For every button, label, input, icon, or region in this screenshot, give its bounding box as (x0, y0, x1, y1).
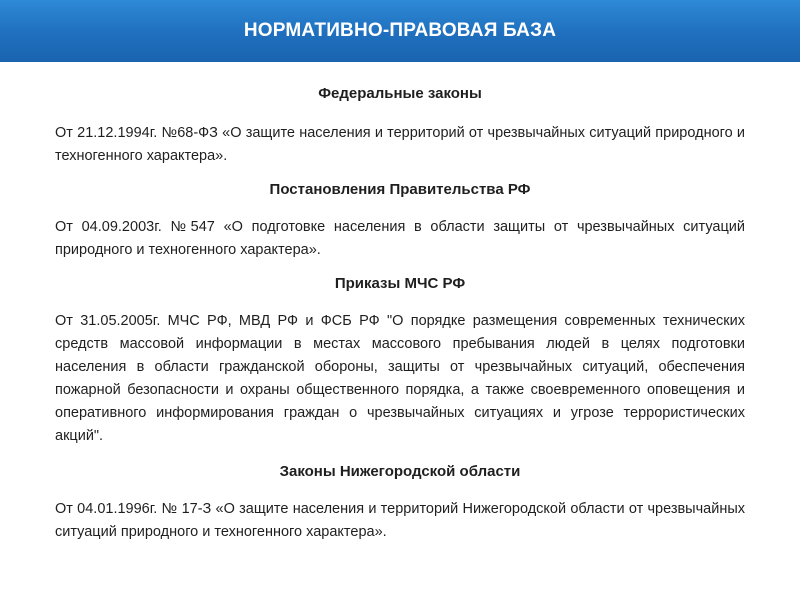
section-text-federal-laws: От 21.12.1994г. №68-ФЗ «О защите населения и территорий от чрезвычайных ситуаций природного и техногенного характера». (55, 125, 745, 164)
section-heading-government-resolutions: Постановления Правительства РФ (269, 181, 531, 198)
document-body (55, 84, 745, 544)
title-banner (0, 0, 800, 62)
page-title: НОРМАТИВНО-ПРАВОВАЯ БАЗА (243, 20, 557, 41)
section-text-government-resolutions: От 04.09.2003г. №547 «О подготовке населения в области защиты от чрезвычайных ситуаций природного и техногенного характера». (55, 219, 745, 258)
section-heading-emercom-orders: Приказы МЧС РФ (334, 275, 466, 292)
section-heading-regional-laws: Законы Нижегородской области (279, 463, 521, 480)
section-text-regional-laws: От 04.01.1996г. № 17-З «О защите населения и территорий Нижегородской области от чрезвычайных ситуаций природного и техногенного характера». (55, 501, 745, 540)
section-text-emercom-orders: От 31.05.2005г. МЧС РФ, МВД РФ и ФСБ РФ "О порядке размещения современных технических средств массовой информации в местах массового пребывания людей в целях подготовки населения в области гражданской обороны, защиты от чрезвычайных ситуаций, обеспечения пожарной безопасности и охраны общественного порядка, а также своевременного оповещения и оперативного информирования граждан о чрезвычайных ситуациях и угрозе террористических акций". (55, 313, 745, 444)
section-heading-federal-laws: Федеральные законы (318, 85, 482, 102)
